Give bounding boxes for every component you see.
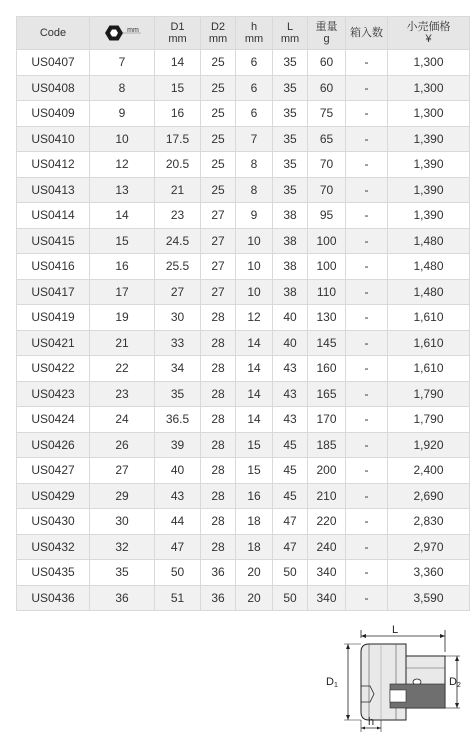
cell-l: 45	[273, 432, 308, 458]
col-hex-size-header	[90, 17, 155, 50]
cell-l: 35	[273, 126, 308, 152]
cell-weight: 340	[308, 585, 346, 611]
cell-qty: -	[346, 50, 388, 76]
cell-code: US0415	[17, 228, 90, 254]
cell-price: 1,790	[388, 407, 470, 433]
cell-h: 6	[236, 75, 273, 101]
cell-qty: -	[346, 75, 388, 101]
cell-h: 20	[236, 560, 273, 586]
diagram-label-h: h	[367, 716, 375, 728]
cell-h: 10	[236, 254, 273, 280]
cell-l: 40	[273, 305, 308, 331]
cell-price: 1,480	[388, 228, 470, 254]
cell-weight: 70	[308, 152, 346, 178]
cell-hex-size: 10	[90, 126, 155, 152]
table-row	[17, 75, 470, 101]
cell-price: 1,790	[388, 381, 470, 407]
cell-l: 35	[273, 177, 308, 203]
cell-h: 10	[236, 279, 273, 305]
cell-hex-size: 29	[90, 483, 155, 509]
cell-hex-size: 22	[90, 356, 155, 382]
cell-hex-size: 17	[90, 279, 155, 305]
cell-code: US0416	[17, 254, 90, 280]
cell-l: 45	[273, 458, 308, 484]
cell-d2: 36	[201, 560, 236, 586]
cell-hex-size: 14	[90, 203, 155, 229]
cell-code: US0423	[17, 381, 90, 407]
cell-weight: 220	[308, 509, 346, 535]
cell-weight: 100	[308, 254, 346, 280]
col-d1-header: D1 mm	[155, 17, 201, 50]
cell-l: 47	[273, 509, 308, 535]
cell-l: 50	[273, 585, 308, 611]
cell-qty: -	[346, 381, 388, 407]
cell-d1: 27	[155, 279, 201, 305]
cell-hex-size: 7	[90, 50, 155, 76]
cell-h: 7	[236, 126, 273, 152]
cell-qty: -	[346, 152, 388, 178]
cell-h: 14	[236, 356, 273, 382]
cell-l: 35	[273, 50, 308, 76]
cell-l: 50	[273, 560, 308, 586]
cell-qty: -	[346, 126, 388, 152]
cell-price: 1,480	[388, 254, 470, 280]
cell-d1: 16	[155, 101, 201, 127]
cell-d2: 36	[201, 585, 236, 611]
cell-d1: 17.5	[155, 126, 201, 152]
table-row	[17, 381, 470, 407]
cell-l: 43	[273, 381, 308, 407]
cell-d1: 34	[155, 356, 201, 382]
cell-weight: 160	[308, 356, 346, 382]
cell-weight: 200	[308, 458, 346, 484]
cell-h: 10	[236, 228, 273, 254]
cell-qty: -	[346, 560, 388, 586]
cell-hex-size: 19	[90, 305, 155, 331]
cell-d2: 27	[201, 228, 236, 254]
table-row	[17, 458, 470, 484]
cell-code: US0432	[17, 534, 90, 560]
cell-d2: 28	[201, 483, 236, 509]
cell-d1: 24.5	[155, 228, 201, 254]
cell-l: 43	[273, 356, 308, 382]
cell-l: 35	[273, 152, 308, 178]
cell-hex-size: 36	[90, 585, 155, 611]
cell-price: 3,590	[388, 585, 470, 611]
table-row	[17, 407, 470, 433]
cell-d1: 35	[155, 381, 201, 407]
cell-code: US0422	[17, 356, 90, 382]
cell-price: 1,610	[388, 330, 470, 356]
table-row	[17, 305, 470, 331]
col-d2-header: D2 mm	[201, 17, 236, 50]
cell-weight: 60	[308, 50, 346, 76]
cell-d2: 27	[201, 203, 236, 229]
cell-code: US0424	[17, 407, 90, 433]
cell-price: 1,390	[388, 177, 470, 203]
table-row	[17, 203, 470, 229]
cell-d1: 51	[155, 585, 201, 611]
cell-d2: 25	[201, 50, 236, 76]
table-row	[17, 254, 470, 280]
cell-hex-size: 35	[90, 560, 155, 586]
cell-weight: 185	[308, 432, 346, 458]
cell-weight: 340	[308, 560, 346, 586]
cell-l: 35	[273, 75, 308, 101]
cell-d1: 50	[155, 560, 201, 586]
cell-qty: -	[346, 228, 388, 254]
col-h-header: h mm	[236, 17, 273, 50]
cell-qty: -	[346, 254, 388, 280]
cell-weight: 170	[308, 407, 346, 433]
cell-qty: -	[346, 279, 388, 305]
cell-hex-size: 21	[90, 330, 155, 356]
cell-d2: 28	[201, 356, 236, 382]
cell-qty: -	[346, 534, 388, 560]
cell-price: 3,360	[388, 560, 470, 586]
cell-d1: 15	[155, 75, 201, 101]
cell-hex-size: 9	[90, 101, 155, 127]
cell-d2: 27	[201, 254, 236, 280]
cell-l: 35	[273, 101, 308, 127]
cell-l: 40	[273, 330, 308, 356]
cell-hex-size: 24	[90, 407, 155, 433]
cell-h: 9	[236, 203, 273, 229]
diagram-label-l: L	[391, 624, 399, 636]
cell-code: US0430	[17, 509, 90, 535]
table-row	[17, 330, 470, 356]
cell-price: 2,690	[388, 483, 470, 509]
cell-code: US0408	[17, 75, 90, 101]
cell-d2: 25	[201, 101, 236, 127]
cell-qty: -	[346, 305, 388, 331]
cell-price: 1,610	[388, 356, 470, 382]
cell-price: 1,300	[388, 101, 470, 127]
hex-wrench-icon	[102, 23, 142, 43]
cell-price: 1,920	[388, 432, 470, 458]
cell-l: 45	[273, 483, 308, 509]
cell-h: 15	[236, 458, 273, 484]
diagram-label-d1: D1	[326, 676, 338, 689]
cell-d2: 25	[201, 75, 236, 101]
cell-qty: -	[346, 101, 388, 127]
cell-h: 16	[236, 483, 273, 509]
cell-price: 2,970	[388, 534, 470, 560]
cell-h: 8	[236, 152, 273, 178]
cell-price: 1,610	[388, 305, 470, 331]
table-row	[17, 279, 470, 305]
cell-h: 14	[236, 381, 273, 407]
cell-weight: 95	[308, 203, 346, 229]
cell-qty: -	[346, 356, 388, 382]
cell-weight: 65	[308, 126, 346, 152]
cell-hex-size: 32	[90, 534, 155, 560]
col-l-header: L mm	[273, 17, 308, 50]
cell-price: 1,480	[388, 279, 470, 305]
table-row	[17, 50, 470, 76]
table-row	[17, 585, 470, 611]
cell-code: US0436	[17, 585, 90, 611]
cell-qty: -	[346, 458, 388, 484]
header-row	[17, 17, 470, 50]
cell-d2: 28	[201, 509, 236, 535]
socket-dimension-diagram	[320, 622, 470, 732]
cell-d1: 44	[155, 509, 201, 535]
cell-d2: 28	[201, 330, 236, 356]
cell-h: 12	[236, 305, 273, 331]
cell-code: US0417	[17, 279, 90, 305]
cell-hex-size: 13	[90, 177, 155, 203]
cell-code: US0429	[17, 483, 90, 509]
cell-d1: 33	[155, 330, 201, 356]
cell-d2: 28	[201, 534, 236, 560]
cell-l: 47	[273, 534, 308, 560]
cell-weight: 145	[308, 330, 346, 356]
cell-qty: -	[346, 203, 388, 229]
cell-d2: 28	[201, 305, 236, 331]
cell-h: 18	[236, 509, 273, 535]
col-weight-header: 重量 g	[308, 17, 346, 50]
cell-price: 2,830	[388, 509, 470, 535]
cell-price: 1,300	[388, 75, 470, 101]
cell-code: US0419	[17, 305, 90, 331]
cell-d1: 30	[155, 305, 201, 331]
cell-d1: 20.5	[155, 152, 201, 178]
cell-d1: 39	[155, 432, 201, 458]
cell-code: US0410	[17, 126, 90, 152]
cell-hex-size: 16	[90, 254, 155, 280]
cell-hex-size: 15	[90, 228, 155, 254]
cell-weight: 70	[308, 177, 346, 203]
spec-table	[16, 16, 470, 611]
cell-l: 38	[273, 203, 308, 229]
cell-d2: 28	[201, 407, 236, 433]
cell-d2: 25	[201, 177, 236, 203]
cell-hex-size: 12	[90, 152, 155, 178]
table-row	[17, 483, 470, 509]
cell-hex-size: 23	[90, 381, 155, 407]
cell-weight: 240	[308, 534, 346, 560]
cell-price: 1,390	[388, 152, 470, 178]
hex-unit-label: mm	[127, 27, 139, 34]
table-row	[17, 152, 470, 178]
cell-d2: 28	[201, 458, 236, 484]
cell-qty: -	[346, 585, 388, 611]
cell-code: US0407	[17, 50, 90, 76]
table-row	[17, 560, 470, 586]
cell-h: 18	[236, 534, 273, 560]
cell-d2: 28	[201, 432, 236, 458]
diagram-label-d2: D2	[449, 676, 461, 689]
cell-weight: 75	[308, 101, 346, 127]
table-row	[17, 509, 470, 535]
cell-d1: 43	[155, 483, 201, 509]
table-row	[17, 432, 470, 458]
cell-d2: 25	[201, 126, 236, 152]
cell-code: US0427	[17, 458, 90, 484]
table-row	[17, 534, 470, 560]
cell-d1: 14	[155, 50, 201, 76]
col-qty-header: 箱入数	[346, 17, 388, 50]
cell-code: US0409	[17, 101, 90, 127]
cell-d1: 25.5	[155, 254, 201, 280]
cell-h: 8	[236, 177, 273, 203]
cell-hex-size: 26	[90, 432, 155, 458]
cell-weight: 110	[308, 279, 346, 305]
cell-weight: 60	[308, 75, 346, 101]
cell-weight: 210	[308, 483, 346, 509]
cell-d1: 36.5	[155, 407, 201, 433]
cell-l: 38	[273, 279, 308, 305]
cell-code: US0421	[17, 330, 90, 356]
table-body	[17, 50, 470, 611]
cell-d2: 27	[201, 279, 236, 305]
cell-h: 15	[236, 432, 273, 458]
cell-price: 1,390	[388, 126, 470, 152]
cell-h: 14	[236, 330, 273, 356]
cell-l: 38	[273, 228, 308, 254]
table-row	[17, 126, 470, 152]
table-row	[17, 356, 470, 382]
cell-qty: -	[346, 407, 388, 433]
cell-d1: 47	[155, 534, 201, 560]
table-row	[17, 228, 470, 254]
cell-qty: -	[346, 177, 388, 203]
cell-code: US0414	[17, 203, 90, 229]
cell-weight: 165	[308, 381, 346, 407]
cell-code: US0413	[17, 177, 90, 203]
cell-hex-size: 27	[90, 458, 155, 484]
table-row	[17, 177, 470, 203]
cell-code: US0412	[17, 152, 90, 178]
cell-d2: 28	[201, 381, 236, 407]
cell-qty: -	[346, 432, 388, 458]
cell-d1: 21	[155, 177, 201, 203]
cell-h: 20	[236, 585, 273, 611]
cell-price: 1,390	[388, 203, 470, 229]
cell-d1: 23	[155, 203, 201, 229]
cell-d1: 40	[155, 458, 201, 484]
cell-l: 43	[273, 407, 308, 433]
cell-h: 14	[236, 407, 273, 433]
cell-h: 6	[236, 50, 273, 76]
cell-hex-size: 8	[90, 75, 155, 101]
cell-qty: -	[346, 509, 388, 535]
cell-qty: -	[346, 330, 388, 356]
cell-h: 6	[236, 101, 273, 127]
cell-code: US0426	[17, 432, 90, 458]
col-price-header: 小売価格 ¥	[388, 17, 470, 50]
cell-qty: -	[346, 483, 388, 509]
cell-price: 1,300	[388, 50, 470, 76]
cell-l: 38	[273, 254, 308, 280]
cell-hex-size: 30	[90, 509, 155, 535]
col-code-header: Code	[17, 17, 90, 50]
cell-code: US0435	[17, 560, 90, 586]
cell-weight: 100	[308, 228, 346, 254]
cell-d2: 25	[201, 152, 236, 178]
cell-price: 2,400	[388, 458, 470, 484]
cell-weight: 130	[308, 305, 346, 331]
table-row	[17, 101, 470, 127]
